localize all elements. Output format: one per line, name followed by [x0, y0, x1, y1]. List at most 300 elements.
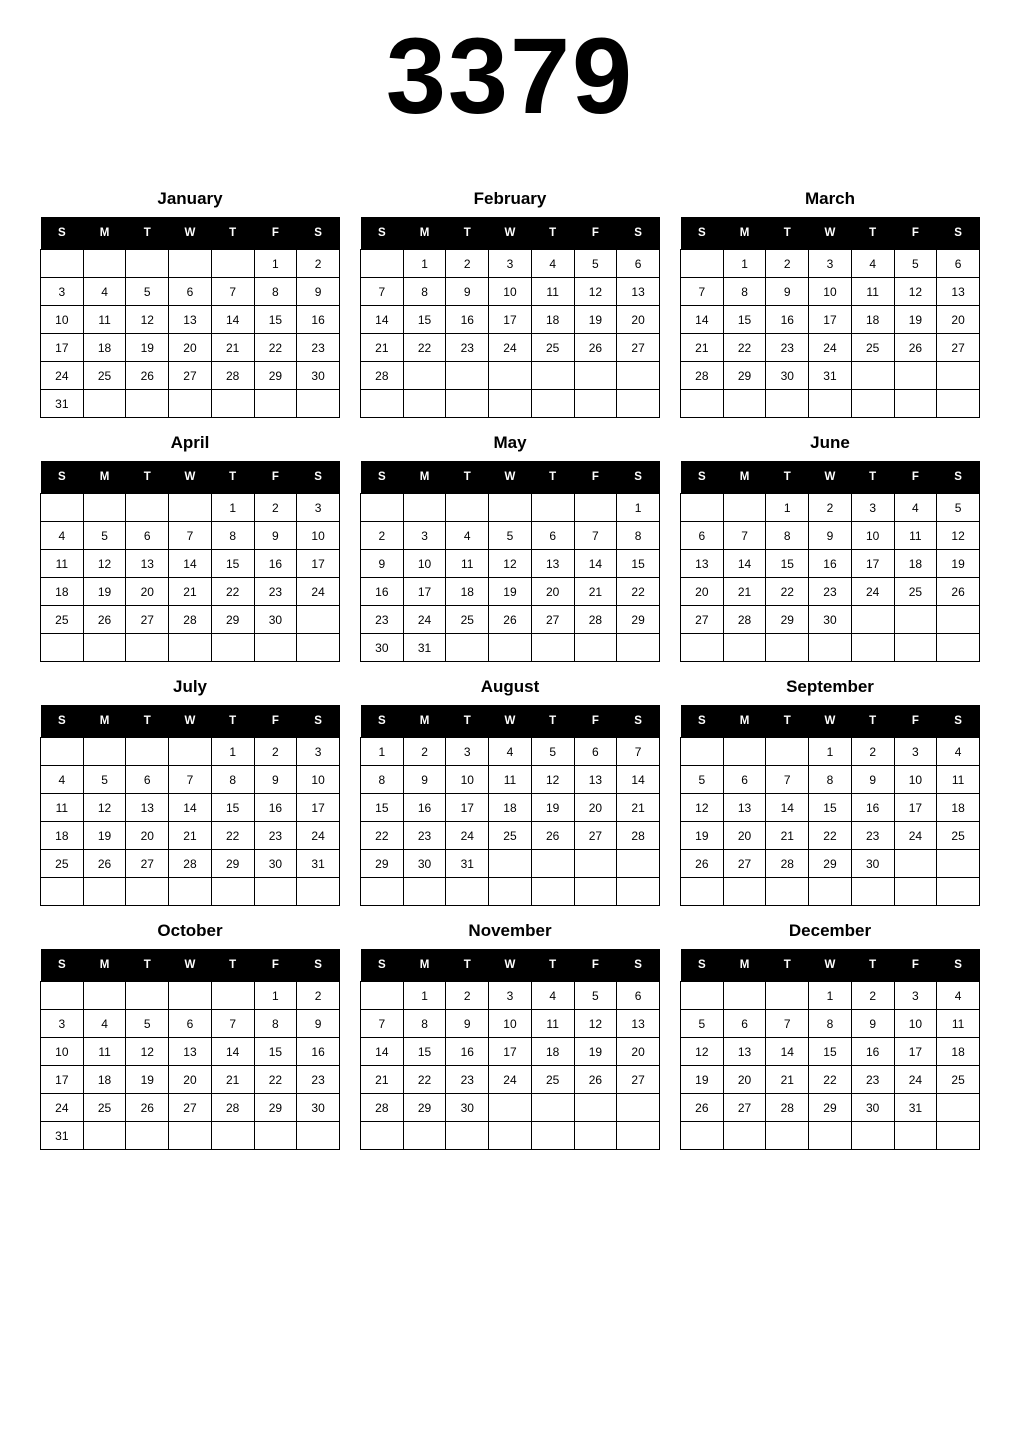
day-cell[interactable]: 4 — [937, 982, 980, 1010]
day-cell[interactable]: 13 — [617, 1010, 660, 1038]
day-cell[interactable]: 18 — [41, 578, 84, 606]
day-cell[interactable]: 6 — [681, 522, 724, 550]
day-cell[interactable]: 26 — [126, 1094, 169, 1122]
day-cell[interactable]: 11 — [531, 1010, 574, 1038]
day-cell[interactable]: 31 — [809, 362, 852, 390]
day-cell[interactable]: 17 — [489, 1038, 532, 1066]
day-cell[interactable]: 16 — [446, 306, 489, 334]
day-cell[interactable]: 12 — [126, 1038, 169, 1066]
day-cell[interactable]: 25 — [894, 578, 937, 606]
day-cell[interactable]: 25 — [489, 822, 532, 850]
day-cell[interactable]: 1 — [617, 494, 660, 522]
day-cell[interactable]: 2 — [297, 982, 340, 1010]
day-cell[interactable]: 9 — [851, 1010, 894, 1038]
day-cell[interactable]: 26 — [574, 334, 617, 362]
day-cell[interactable]: 17 — [297, 550, 340, 578]
day-cell[interactable]: 23 — [254, 822, 297, 850]
day-cell[interactable]: 4 — [894, 494, 937, 522]
day-cell[interactable]: 22 — [403, 334, 446, 362]
day-cell[interactable]: 22 — [254, 1066, 297, 1094]
day-cell[interactable]: 2 — [254, 738, 297, 766]
day-cell[interactable]: 19 — [531, 794, 574, 822]
day-cell[interactable]: 7 — [361, 1010, 404, 1038]
day-cell[interactable]: 12 — [937, 522, 980, 550]
day-cell[interactable]: 30 — [297, 362, 340, 390]
day-cell[interactable]: 5 — [574, 250, 617, 278]
day-cell[interactable]: 15 — [211, 550, 254, 578]
day-cell[interactable]: 31 — [403, 634, 446, 662]
day-cell[interactable]: 12 — [894, 278, 937, 306]
day-cell[interactable]: 11 — [937, 766, 980, 794]
day-cell[interactable]: 18 — [937, 1038, 980, 1066]
day-cell[interactable]: 16 — [446, 1038, 489, 1066]
day-cell[interactable]: 3 — [41, 1010, 84, 1038]
day-cell[interactable]: 10 — [41, 1038, 84, 1066]
day-cell[interactable]: 25 — [41, 850, 84, 878]
day-cell[interactable]: 7 — [211, 1010, 254, 1038]
day-cell[interactable]: 13 — [126, 794, 169, 822]
day-cell[interactable]: 13 — [617, 278, 660, 306]
day-cell[interactable]: 2 — [809, 494, 852, 522]
day-cell[interactable]: 13 — [723, 794, 766, 822]
day-cell[interactable]: 30 — [851, 850, 894, 878]
day-cell[interactable]: 15 — [254, 1038, 297, 1066]
day-cell[interactable]: 19 — [83, 578, 126, 606]
day-cell[interactable]: 7 — [617, 738, 660, 766]
day-cell[interactable]: 13 — [723, 1038, 766, 1066]
day-cell[interactable]: 6 — [169, 1010, 212, 1038]
day-cell[interactable]: 24 — [489, 1066, 532, 1094]
day-cell[interactable]: 27 — [723, 850, 766, 878]
day-cell[interactable]: 3 — [41, 278, 84, 306]
day-cell[interactable]: 2 — [446, 982, 489, 1010]
day-cell[interactable]: 20 — [126, 822, 169, 850]
day-cell[interactable]: 29 — [211, 850, 254, 878]
day-cell[interactable]: 14 — [723, 550, 766, 578]
day-cell[interactable]: 29 — [254, 1094, 297, 1122]
day-cell[interactable]: 12 — [83, 550, 126, 578]
day-cell[interactable]: 10 — [403, 550, 446, 578]
day-cell[interactable]: 9 — [809, 522, 852, 550]
day-cell[interactable]: 14 — [574, 550, 617, 578]
day-cell[interactable]: 5 — [531, 738, 574, 766]
day-cell[interactable]: 9 — [403, 766, 446, 794]
day-cell[interactable]: 17 — [41, 1066, 84, 1094]
day-cell[interactable]: 28 — [169, 606, 212, 634]
day-cell[interactable]: 2 — [446, 250, 489, 278]
day-cell[interactable]: 18 — [41, 822, 84, 850]
day-cell[interactable]: 17 — [489, 306, 532, 334]
day-cell[interactable]: 8 — [254, 1010, 297, 1038]
day-cell[interactable]: 24 — [894, 822, 937, 850]
day-cell[interactable]: 27 — [169, 1094, 212, 1122]
day-cell[interactable]: 15 — [403, 306, 446, 334]
day-cell[interactable]: 24 — [403, 606, 446, 634]
day-cell[interactable]: 6 — [723, 766, 766, 794]
day-cell[interactable]: 11 — [446, 550, 489, 578]
day-cell[interactable]: 21 — [681, 334, 724, 362]
day-cell[interactable]: 17 — [403, 578, 446, 606]
day-cell[interactable]: 21 — [766, 822, 809, 850]
day-cell[interactable]: 14 — [681, 306, 724, 334]
day-cell[interactable]: 1 — [211, 494, 254, 522]
day-cell[interactable]: 12 — [531, 766, 574, 794]
day-cell[interactable]: 5 — [894, 250, 937, 278]
day-cell[interactable]: 24 — [809, 334, 852, 362]
day-cell[interactable]: 15 — [617, 550, 660, 578]
day-cell[interactable]: 13 — [681, 550, 724, 578]
day-cell[interactable]: 11 — [937, 1010, 980, 1038]
day-cell[interactable]: 9 — [851, 766, 894, 794]
day-cell[interactable]: 10 — [894, 1010, 937, 1038]
day-cell[interactable]: 26 — [574, 1066, 617, 1094]
day-cell[interactable]: 3 — [446, 738, 489, 766]
day-cell[interactable]: 16 — [851, 794, 894, 822]
day-cell[interactable]: 4 — [489, 738, 532, 766]
day-cell[interactable]: 20 — [937, 306, 980, 334]
day-cell[interactable]: 29 — [254, 362, 297, 390]
day-cell[interactable]: 28 — [574, 606, 617, 634]
day-cell[interactable]: 7 — [169, 522, 212, 550]
day-cell[interactable]: 1 — [766, 494, 809, 522]
day-cell[interactable]: 22 — [809, 822, 852, 850]
day-cell[interactable]: 1 — [403, 250, 446, 278]
day-cell[interactable]: 3 — [894, 982, 937, 1010]
day-cell[interactable]: 4 — [83, 278, 126, 306]
day-cell[interactable]: 14 — [169, 550, 212, 578]
day-cell[interactable]: 18 — [446, 578, 489, 606]
day-cell[interactable]: 5 — [83, 766, 126, 794]
day-cell[interactable]: 18 — [937, 794, 980, 822]
day-cell[interactable]: 7 — [723, 522, 766, 550]
day-cell[interactable]: 16 — [254, 550, 297, 578]
day-cell[interactable]: 23 — [851, 1066, 894, 1094]
day-cell[interactable]: 23 — [766, 334, 809, 362]
day-cell[interactable]: 25 — [937, 822, 980, 850]
day-cell[interactable]: 15 — [211, 794, 254, 822]
day-cell[interactable]: 3 — [894, 738, 937, 766]
day-cell[interactable]: 30 — [297, 1094, 340, 1122]
day-cell[interactable]: 21 — [169, 578, 212, 606]
day-cell[interactable]: 28 — [211, 362, 254, 390]
day-cell[interactable]: 3 — [809, 250, 852, 278]
day-cell[interactable]: 26 — [489, 606, 532, 634]
day-cell[interactable]: 26 — [83, 606, 126, 634]
day-cell[interactable]: 20 — [617, 1038, 660, 1066]
day-cell[interactable]: 14 — [361, 306, 404, 334]
day-cell[interactable]: 7 — [766, 1010, 809, 1038]
day-cell[interactable]: 10 — [489, 1010, 532, 1038]
day-cell[interactable]: 27 — [531, 606, 574, 634]
day-cell[interactable]: 17 — [41, 334, 84, 362]
day-cell[interactable]: 25 — [446, 606, 489, 634]
day-cell[interactable]: 15 — [809, 794, 852, 822]
day-cell[interactable]: 22 — [211, 578, 254, 606]
day-cell[interactable]: 9 — [446, 278, 489, 306]
day-cell[interactable]: 17 — [446, 794, 489, 822]
day-cell[interactable]: 29 — [211, 606, 254, 634]
day-cell[interactable]: 10 — [297, 766, 340, 794]
day-cell[interactable]: 28 — [617, 822, 660, 850]
day-cell[interactable]: 12 — [83, 794, 126, 822]
day-cell[interactable]: 24 — [297, 822, 340, 850]
day-cell[interactable]: 16 — [809, 550, 852, 578]
day-cell[interactable]: 12 — [126, 306, 169, 334]
day-cell[interactable]: 5 — [681, 1010, 724, 1038]
day-cell[interactable]: 13 — [937, 278, 980, 306]
day-cell[interactable]: 9 — [254, 766, 297, 794]
day-cell[interactable]: 20 — [531, 578, 574, 606]
day-cell[interactable]: 18 — [531, 1038, 574, 1066]
day-cell[interactable]: 6 — [574, 738, 617, 766]
day-cell[interactable]: 8 — [617, 522, 660, 550]
day-cell[interactable]: 27 — [126, 606, 169, 634]
day-cell[interactable]: 1 — [211, 738, 254, 766]
day-cell[interactable]: 12 — [574, 278, 617, 306]
day-cell[interactable]: 30 — [766, 362, 809, 390]
day-cell[interactable]: 24 — [446, 822, 489, 850]
day-cell[interactable]: 11 — [531, 278, 574, 306]
day-cell[interactable]: 23 — [361, 606, 404, 634]
day-cell[interactable]: 3 — [297, 494, 340, 522]
day-cell[interactable]: 28 — [766, 850, 809, 878]
day-cell[interactable]: 28 — [766, 1094, 809, 1122]
day-cell[interactable]: 18 — [851, 306, 894, 334]
day-cell[interactable]: 27 — [169, 362, 212, 390]
day-cell[interactable]: 22 — [361, 822, 404, 850]
day-cell[interactable]: 8 — [723, 278, 766, 306]
day-cell[interactable]: 29 — [766, 606, 809, 634]
day-cell[interactable]: 4 — [851, 250, 894, 278]
day-cell[interactable]: 25 — [531, 1066, 574, 1094]
day-cell[interactable]: 2 — [766, 250, 809, 278]
day-cell[interactable]: 15 — [809, 1038, 852, 1066]
day-cell[interactable]: 7 — [766, 766, 809, 794]
day-cell[interactable]: 23 — [446, 1066, 489, 1094]
day-cell[interactable]: 23 — [403, 822, 446, 850]
day-cell[interactable]: 24 — [894, 1066, 937, 1094]
day-cell[interactable]: 1 — [809, 982, 852, 1010]
day-cell[interactable]: 24 — [41, 1094, 84, 1122]
day-cell[interactable]: 6 — [531, 522, 574, 550]
day-cell[interactable]: 14 — [766, 794, 809, 822]
day-cell[interactable]: 21 — [766, 1066, 809, 1094]
day-cell[interactable]: 7 — [211, 278, 254, 306]
day-cell[interactable]: 31 — [41, 390, 84, 418]
day-cell[interactable]: 15 — [723, 306, 766, 334]
day-cell[interactable]: 19 — [83, 822, 126, 850]
day-cell[interactable]: 23 — [254, 578, 297, 606]
day-cell[interactable]: 16 — [254, 794, 297, 822]
day-cell[interactable]: 5 — [574, 982, 617, 1010]
day-cell[interactable]: 18 — [894, 550, 937, 578]
day-cell[interactable]: 20 — [574, 794, 617, 822]
day-cell[interactable]: 8 — [254, 278, 297, 306]
day-cell[interactable]: 1 — [403, 982, 446, 1010]
day-cell[interactable]: 24 — [489, 334, 532, 362]
day-cell[interactable]: 19 — [681, 1066, 724, 1094]
day-cell[interactable]: 2 — [403, 738, 446, 766]
day-cell[interactable]: 14 — [211, 306, 254, 334]
day-cell[interactable]: 6 — [126, 766, 169, 794]
day-cell[interactable]: 14 — [361, 1038, 404, 1066]
day-cell[interactable]: 28 — [211, 1094, 254, 1122]
day-cell[interactable]: 28 — [169, 850, 212, 878]
day-cell[interactable]: 20 — [169, 1066, 212, 1094]
day-cell[interactable]: 19 — [937, 550, 980, 578]
day-cell[interactable]: 6 — [617, 982, 660, 1010]
day-cell[interactable]: 16 — [297, 306, 340, 334]
day-cell[interactable]: 30 — [809, 606, 852, 634]
day-cell[interactable]: 2 — [254, 494, 297, 522]
day-cell[interactable]: 21 — [723, 578, 766, 606]
day-cell[interactable]: 14 — [211, 1038, 254, 1066]
day-cell[interactable]: 15 — [403, 1038, 446, 1066]
day-cell[interactable]: 23 — [446, 334, 489, 362]
day-cell[interactable]: 26 — [681, 850, 724, 878]
day-cell[interactable]: 27 — [617, 1066, 660, 1094]
day-cell[interactable]: 4 — [531, 250, 574, 278]
day-cell[interactable]: 7 — [574, 522, 617, 550]
day-cell[interactable]: 6 — [723, 1010, 766, 1038]
day-cell[interactable]: 31 — [297, 850, 340, 878]
day-cell[interactable]: 28 — [723, 606, 766, 634]
day-cell[interactable]: 14 — [766, 1038, 809, 1066]
day-cell[interactable]: 26 — [531, 822, 574, 850]
day-cell[interactable]: 27 — [681, 606, 724, 634]
day-cell[interactable]: 5 — [489, 522, 532, 550]
day-cell[interactable]: 4 — [83, 1010, 126, 1038]
day-cell[interactable]: 8 — [766, 522, 809, 550]
day-cell[interactable]: 11 — [83, 306, 126, 334]
day-cell[interactable]: 21 — [211, 334, 254, 362]
day-cell[interactable]: 17 — [894, 794, 937, 822]
day-cell[interactable]: 31 — [446, 850, 489, 878]
day-cell[interactable]: 20 — [681, 578, 724, 606]
day-cell[interactable]: 28 — [681, 362, 724, 390]
day-cell[interactable]: 29 — [723, 362, 766, 390]
day-cell[interactable]: 28 — [361, 362, 404, 390]
day-cell[interactable]: 26 — [83, 850, 126, 878]
day-cell[interactable]: 10 — [297, 522, 340, 550]
day-cell[interactable]: 6 — [126, 522, 169, 550]
day-cell[interactable]: 28 — [361, 1094, 404, 1122]
day-cell[interactable]: 21 — [617, 794, 660, 822]
day-cell[interactable]: 30 — [403, 850, 446, 878]
day-cell[interactable]: 2 — [361, 522, 404, 550]
day-cell[interactable]: 5 — [126, 278, 169, 306]
day-cell[interactable]: 20 — [617, 306, 660, 334]
day-cell[interactable]: 9 — [361, 550, 404, 578]
day-cell[interactable]: 10 — [851, 522, 894, 550]
day-cell[interactable]: 23 — [809, 578, 852, 606]
day-cell[interactable]: 16 — [403, 794, 446, 822]
day-cell[interactable]: 12 — [681, 1038, 724, 1066]
day-cell[interactable]: 3 — [403, 522, 446, 550]
day-cell[interactable]: 18 — [489, 794, 532, 822]
day-cell[interactable]: 29 — [617, 606, 660, 634]
day-cell[interactable]: 9 — [446, 1010, 489, 1038]
day-cell[interactable]: 23 — [851, 822, 894, 850]
day-cell[interactable]: 15 — [361, 794, 404, 822]
day-cell[interactable]: 27 — [617, 334, 660, 362]
day-cell[interactable]: 4 — [41, 522, 84, 550]
day-cell[interactable]: 9 — [254, 522, 297, 550]
day-cell[interactable]: 25 — [83, 362, 126, 390]
day-cell[interactable]: 12 — [489, 550, 532, 578]
day-cell[interactable]: 5 — [126, 1010, 169, 1038]
day-cell[interactable]: 8 — [403, 278, 446, 306]
day-cell[interactable]: 4 — [531, 982, 574, 1010]
day-cell[interactable]: 18 — [83, 1066, 126, 1094]
day-cell[interactable]: 13 — [531, 550, 574, 578]
day-cell[interactable]: 16 — [851, 1038, 894, 1066]
day-cell[interactable]: 11 — [851, 278, 894, 306]
day-cell[interactable]: 8 — [211, 522, 254, 550]
day-cell[interactable]: 24 — [41, 362, 84, 390]
day-cell[interactable]: 12 — [681, 794, 724, 822]
day-cell[interactable]: 16 — [297, 1038, 340, 1066]
day-cell[interactable]: 13 — [169, 306, 212, 334]
day-cell[interactable]: 16 — [361, 578, 404, 606]
day-cell[interactable]: 10 — [489, 278, 532, 306]
day-cell[interactable]: 9 — [297, 278, 340, 306]
day-cell[interactable]: 30 — [254, 606, 297, 634]
day-cell[interactable]: 17 — [894, 1038, 937, 1066]
day-cell[interactable]: 11 — [489, 766, 532, 794]
day-cell[interactable]: 27 — [937, 334, 980, 362]
day-cell[interactable]: 4 — [41, 766, 84, 794]
day-cell[interactable]: 11 — [41, 794, 84, 822]
day-cell[interactable]: 7 — [681, 278, 724, 306]
day-cell[interactable]: 12 — [574, 1010, 617, 1038]
day-cell[interactable]: 9 — [297, 1010, 340, 1038]
day-cell[interactable]: 31 — [894, 1094, 937, 1122]
day-cell[interactable]: 25 — [851, 334, 894, 362]
day-cell[interactable]: 22 — [766, 578, 809, 606]
day-cell[interactable]: 23 — [297, 1066, 340, 1094]
day-cell[interactable]: 29 — [809, 850, 852, 878]
day-cell[interactable]: 31 — [41, 1122, 84, 1150]
day-cell[interactable]: 27 — [574, 822, 617, 850]
day-cell[interactable]: 11 — [41, 550, 84, 578]
day-cell[interactable]: 29 — [403, 1094, 446, 1122]
day-cell[interactable]: 14 — [169, 794, 212, 822]
day-cell[interactable]: 4 — [446, 522, 489, 550]
day-cell[interactable]: 6 — [169, 278, 212, 306]
day-cell[interactable]: 11 — [894, 522, 937, 550]
day-cell[interactable]: 25 — [531, 334, 574, 362]
day-cell[interactable]: 27 — [126, 850, 169, 878]
day-cell[interactable]: 17 — [851, 550, 894, 578]
day-cell[interactable]: 21 — [169, 822, 212, 850]
day-cell[interactable]: 19 — [574, 306, 617, 334]
day-cell[interactable]: 13 — [126, 550, 169, 578]
day-cell[interactable]: 21 — [361, 1066, 404, 1094]
day-cell[interactable]: 27 — [723, 1094, 766, 1122]
day-cell[interactable]: 19 — [894, 306, 937, 334]
day-cell[interactable]: 24 — [297, 578, 340, 606]
day-cell[interactable]: 21 — [361, 334, 404, 362]
day-cell[interactable]: 30 — [254, 850, 297, 878]
day-cell[interactable]: 13 — [169, 1038, 212, 1066]
day-cell[interactable]: 5 — [681, 766, 724, 794]
day-cell[interactable]: 15 — [766, 550, 809, 578]
day-cell[interactable]: 10 — [41, 306, 84, 334]
day-cell[interactable]: 2 — [851, 982, 894, 1010]
day-cell[interactable]: 5 — [937, 494, 980, 522]
day-cell[interactable]: 8 — [403, 1010, 446, 1038]
